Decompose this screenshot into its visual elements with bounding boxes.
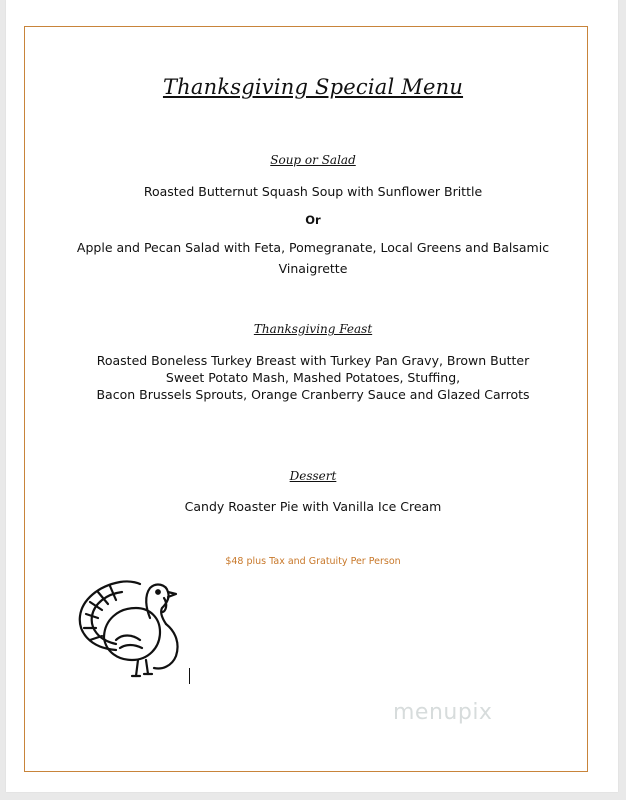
menu-title: Thanksgiving Special Menu bbox=[162, 75, 464, 99]
soup-option: Roasted Butternut Squash Soup with Sunflower Brittle bbox=[143, 184, 483, 199]
feast-line1: Roasted Boneless Turkey Breast with Turkey Pan Gravy, Brown Butter bbox=[96, 353, 530, 368]
or-separator: Or bbox=[305, 213, 321, 227]
heading-thanksgiving-feast: Thanksgiving Feast bbox=[253, 322, 373, 336]
salad-option-line1: Apple and Pecan Salad with Feta, Pomegranate, Local Greens and Balsamic bbox=[76, 240, 550, 255]
text-cursor bbox=[189, 668, 190, 684]
heading-soup-salad: Soup or Salad bbox=[270, 153, 356, 167]
price-note: $48 plus Tax and Gratuity Per Person bbox=[225, 556, 401, 567]
dessert-item: Candy Roaster Pie with Vanilla Ice Cream bbox=[184, 499, 442, 514]
feast-line3: Bacon Brussels Sprouts, Orange Cranberry Sauce and Glazed Carrots bbox=[96, 387, 530, 402]
turkey-clipart-icon bbox=[76, 578, 188, 682]
feast-line2: Sweet Potato Mash, Mashed Potatoes, Stuffing, bbox=[165, 370, 461, 385]
heading-dessert: Dessert bbox=[289, 469, 337, 483]
salad-option-line2: Vinaigrette bbox=[278, 261, 348, 276]
watermark: menupix bbox=[393, 700, 493, 725]
